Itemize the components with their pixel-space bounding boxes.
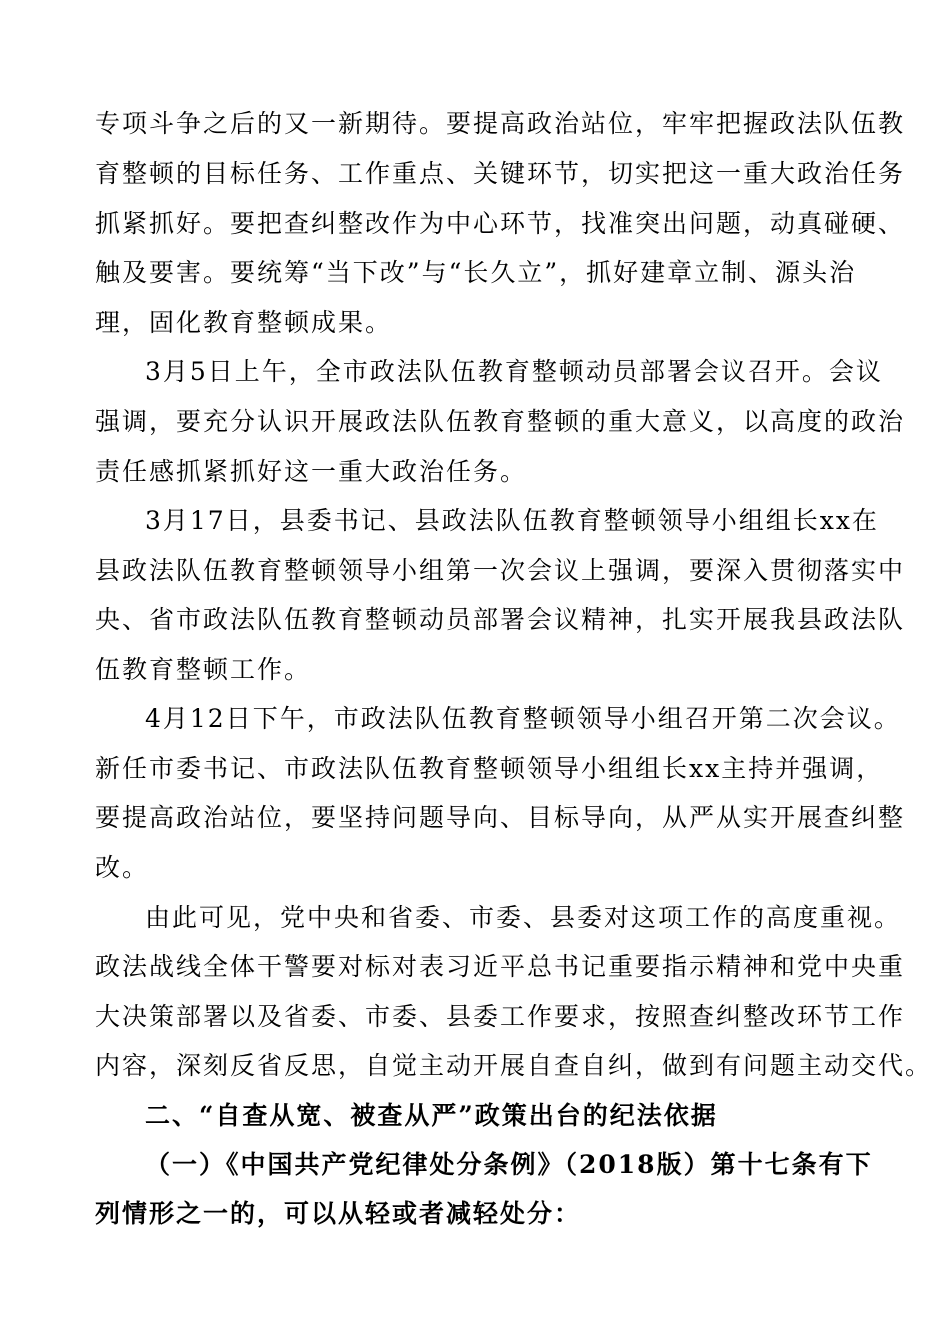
- section-heading: 二、“自查从宽、被查从严”政策出台的纪法依据: [145, 1101, 718, 1130]
- body-line: 抓紧抓好。要把查纠整改作为中心环节，找准突出问题，动真碰硬、: [95, 209, 906, 238]
- body-line: 育整顿的目标任务、工作重点、关键环节，切实把这一重大政治任务: [95, 159, 906, 188]
- body-line: 要提高政治站位，要坚持问题导向、目标导向，从严从实开展查纠整: [95, 803, 906, 832]
- body-line: 由此可见，党中央和省委、市委、县委对这项工作的高度重视。: [145, 903, 902, 932]
- body-line: 伍教育整顿工作。: [95, 655, 312, 684]
- body-line: 新任市委书记、市政法队伍教育整顿领导小组组长xx主持并强调，: [95, 754, 884, 783]
- body-line: 央、省市政法队伍教育整顿动员部署会议精神，扎实开展我县政法队: [95, 605, 906, 634]
- body-line: 大决策部署以及省委、市委、县委工作要求，按照查纠整改环节工作: [95, 1002, 906, 1031]
- body-line: 专项斗争之后的又一新期待。要提高政治站位，牢牢把握政法队伍教: [95, 109, 906, 138]
- body-line: 内容，深刻反省反思，自觉主动开展自查自纠，做到有问题主动交代。: [95, 1051, 933, 1080]
- body-line: 3月17日，县委书记、县政法队伍教育整顿领导小组组长xx在: [145, 506, 879, 535]
- body-line: 改。: [95, 853, 150, 882]
- body-line: 3月5日上午，全市政法队伍教育整顿动员部署会议召开。会议: [145, 357, 883, 386]
- body-line: 责任感抓紧抓好这一重大政治任务。: [95, 457, 528, 486]
- body-line: 强调，要充分认识开展政法队伍教育整顿的重大意义，以高度的政治: [95, 407, 906, 436]
- subsection-heading: （一）《中国共产党纪律处分条例》（2018版）第十七条有下: [145, 1150, 873, 1179]
- body-line: 理，固化教育整顿成果。: [95, 308, 393, 337]
- body-line: 4月12日下午，市政法队伍教育整顿领导小组召开第二次会议。: [145, 704, 901, 733]
- subsection-heading: 列情形之一的，可以从轻或者减轻处分：: [95, 1199, 582, 1228]
- body-line: 县政法队伍教育整顿领导小组第一次会议上强调，要深入贯彻落实中: [95, 556, 906, 585]
- body-line: 政法战线全体干警要对标对表习近平总书记重要指示精神和党中央重: [95, 952, 906, 981]
- body-line: 触及要害。要统筹“当下改”与“长久立”，抓好建章立制、源头治: [95, 258, 857, 287]
